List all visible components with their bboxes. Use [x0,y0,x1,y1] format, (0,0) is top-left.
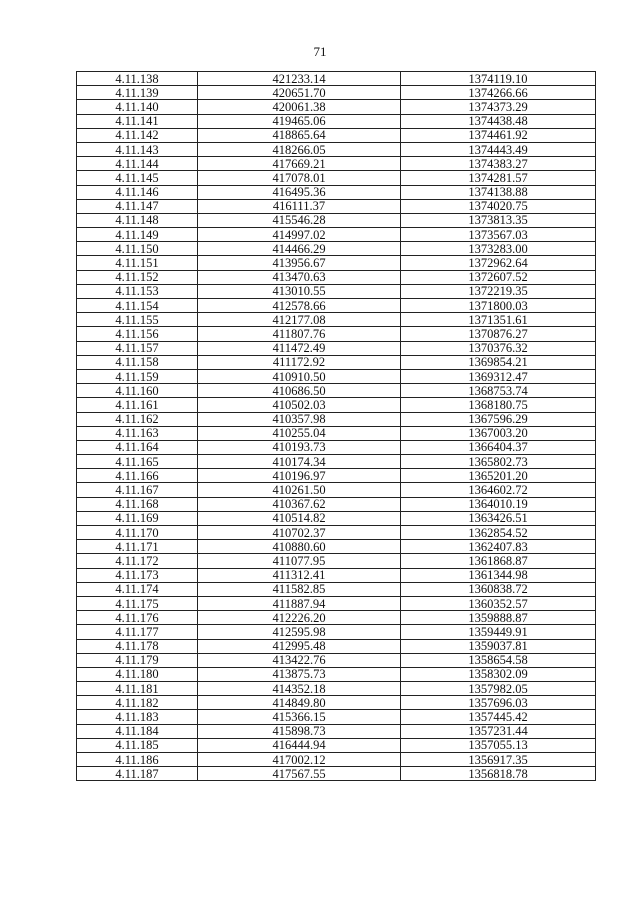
table-row [77,483,596,497]
point-id-cell: 4.11.160 [77,384,198,398]
y-coordinate-cell: 1357445.42 [401,710,596,724]
y-coordinate-cell: 1356818.78 [401,767,596,781]
y-coordinate-cell: 1374383.27 [401,157,596,171]
x-coordinate-cell: 412595.98 [198,625,401,639]
y-coordinate-cell: 1365802.73 [401,455,596,469]
table-row [77,511,596,525]
point-id-cell: 4.11.166 [77,469,198,483]
y-coordinate-cell: 1358654.58 [401,653,596,667]
point-id-cell: 4.11.141 [77,114,198,128]
y-coordinate-cell: 1361344.98 [401,568,596,582]
table-row [77,497,596,511]
y-coordinate-cell: 1368180.75 [401,398,596,412]
y-coordinate-cell: 1374020.75 [401,199,596,213]
x-coordinate-cell: 417078.01 [198,171,401,185]
x-coordinate-cell: 411172.92 [198,355,401,369]
x-coordinate-cell: 410174.34 [198,455,401,469]
x-coordinate-cell: 415546.28 [198,213,401,227]
x-coordinate-cell: 417669.21 [198,157,401,171]
table-row [77,696,596,710]
x-coordinate-cell: 410196.97 [198,469,401,483]
x-coordinate-cell: 420651.70 [198,86,401,100]
y-coordinate-cell: 1373813.35 [401,213,596,227]
x-coordinate-cell: 416495.36 [198,185,401,199]
y-coordinate-cell: 1370376.32 [401,341,596,355]
x-coordinate-cell: 410910.50 [198,369,401,383]
table-row [77,199,596,213]
table-row [77,469,596,483]
y-coordinate-cell: 1374119.10 [401,72,596,86]
table-row [77,157,596,171]
point-id-cell: 4.11.162 [77,412,198,426]
point-id-cell: 4.11.180 [77,667,198,681]
y-coordinate-cell: 1373567.03 [401,228,596,242]
y-coordinate-cell: 1374138.88 [401,185,596,199]
y-coordinate-cell: 1357055.13 [401,738,596,752]
point-id-cell: 4.11.169 [77,511,198,525]
point-id-cell: 4.11.172 [77,554,198,568]
y-coordinate-cell: 1356917.35 [401,753,596,767]
point-id-cell: 4.11.161 [77,398,198,412]
point-id-cell: 4.11.147 [77,199,198,213]
y-coordinate-cell: 1364010.19 [401,497,596,511]
x-coordinate-cell: 411887.94 [198,596,401,610]
table-row [77,270,596,284]
page-number: 71 [313,44,327,59]
y-coordinate-cell: 1360352.57 [401,596,596,610]
x-coordinate-cell: 410193.73 [198,440,401,454]
x-coordinate-cell: 411582.85 [198,582,401,596]
x-coordinate-cell: 412177.08 [198,313,401,327]
y-coordinate-cell: 1359037.81 [401,639,596,653]
table-row [77,753,596,767]
table-row [77,299,596,313]
y-coordinate-cell: 1372607.52 [401,270,596,284]
x-coordinate-cell: 410255.04 [198,426,401,440]
y-coordinate-cell: 1370876.27 [401,327,596,341]
table-row [77,568,596,582]
table-row [77,540,596,554]
point-id-cell: 4.11.173 [77,568,198,582]
y-coordinate-cell: 1358302.09 [401,667,596,681]
table-row [77,185,596,199]
table-row [77,171,596,185]
point-id-cell: 4.11.152 [77,270,198,284]
y-coordinate-cell: 1373283.00 [401,242,596,256]
x-coordinate-cell: 412578.66 [198,299,401,313]
table-row [77,213,596,227]
y-coordinate-cell: 1374266.66 [401,86,596,100]
table-row [77,625,596,639]
x-coordinate-cell: 414997.02 [198,228,401,242]
table-row [77,596,596,610]
x-coordinate-cell: 413956.67 [198,256,401,270]
x-coordinate-cell: 411472.49 [198,341,401,355]
y-coordinate-cell: 1374443.49 [401,142,596,156]
x-coordinate-cell: 414352.18 [198,682,401,696]
table-row [77,341,596,355]
x-coordinate-cell: 410686.50 [198,384,401,398]
y-coordinate-cell: 1363426.51 [401,511,596,525]
table-row [77,653,596,667]
table-row [77,355,596,369]
table-row [77,327,596,341]
table-row [77,128,596,142]
point-id-cell: 4.11.153 [77,284,198,298]
y-coordinate-cell: 1359888.87 [401,611,596,625]
x-coordinate-cell: 418266.05 [198,142,401,156]
table-row [77,639,596,653]
point-id-cell: 4.11.167 [77,483,198,497]
table-row [77,710,596,724]
x-coordinate-cell: 411077.95 [198,554,401,568]
x-coordinate-cell: 411312.41 [198,568,401,582]
y-coordinate-cell: 1374438.48 [401,114,596,128]
table-row [77,738,596,752]
point-id-cell: 4.11.146 [77,185,198,199]
x-coordinate-cell: 418865.64 [198,128,401,142]
x-coordinate-cell: 413010.55 [198,284,401,298]
point-id-cell: 4.11.182 [77,696,198,710]
x-coordinate-cell: 413470.63 [198,270,401,284]
x-coordinate-cell: 410702.37 [198,526,401,540]
point-id-cell: 4.11.155 [77,313,198,327]
y-coordinate-cell: 1360838.72 [401,582,596,596]
y-coordinate-cell: 1357982.05 [401,682,596,696]
table-row [77,72,596,86]
y-coordinate-cell: 1369312.47 [401,369,596,383]
point-id-cell: 4.11.149 [77,228,198,242]
y-coordinate-cell: 1367596.29 [401,412,596,426]
coordinates-table [76,71,596,781]
point-id-cell: 4.11.187 [77,767,198,781]
point-id-cell: 4.11.179 [77,653,198,667]
point-id-cell: 4.11.154 [77,299,198,313]
y-coordinate-cell: 1357696.03 [401,696,596,710]
point-id-cell: 4.11.185 [77,738,198,752]
y-coordinate-cell: 1371800.03 [401,299,596,313]
table-row [77,369,596,383]
x-coordinate-cell: 417002.12 [198,753,401,767]
table-row [77,114,596,128]
table-row [77,455,596,469]
table-row [77,242,596,256]
table-row [77,526,596,540]
table-row [77,554,596,568]
x-coordinate-cell: 414849.80 [198,696,401,710]
y-coordinate-cell: 1366404.37 [401,440,596,454]
point-id-cell: 4.11.163 [77,426,198,440]
point-id-cell: 4.11.140 [77,100,198,114]
point-id-cell: 4.11.164 [77,440,198,454]
y-coordinate-cell: 1372219.35 [401,284,596,298]
y-coordinate-cell: 1367003.20 [401,426,596,440]
point-id-cell: 4.11.181 [77,682,198,696]
point-id-cell: 4.11.184 [77,724,198,738]
table-row [77,767,596,781]
point-id-cell: 4.11.171 [77,540,198,554]
y-coordinate-cell: 1359449.91 [401,625,596,639]
y-coordinate-cell: 1361868.87 [401,554,596,568]
x-coordinate-cell: 412226.20 [198,611,401,625]
x-coordinate-cell: 412995.48 [198,639,401,653]
x-coordinate-cell: 419465.06 [198,114,401,128]
x-coordinate-cell: 417567.55 [198,767,401,781]
table-row [77,611,596,625]
x-coordinate-cell: 410880.60 [198,540,401,554]
x-coordinate-cell: 413875.73 [198,667,401,681]
point-id-cell: 4.11.145 [77,171,198,185]
point-id-cell: 4.11.170 [77,526,198,540]
y-coordinate-cell: 1364602.72 [401,483,596,497]
table-row [77,412,596,426]
point-id-cell: 4.11.150 [77,242,198,256]
point-id-cell: 4.11.174 [77,582,198,596]
y-coordinate-cell: 1374461.92 [401,128,596,142]
point-id-cell: 4.11.177 [77,625,198,639]
coordinates-table-body [77,72,596,781]
point-id-cell: 4.11.176 [77,611,198,625]
x-coordinate-cell: 415898.73 [198,724,401,738]
point-id-cell: 4.11.138 [77,72,198,86]
table-row [77,667,596,681]
table-row [77,398,596,412]
x-coordinate-cell: 410357.98 [198,412,401,426]
x-coordinate-cell: 411807.76 [198,327,401,341]
point-id-cell: 4.11.148 [77,213,198,227]
table-row [77,440,596,454]
point-id-cell: 4.11.156 [77,327,198,341]
point-id-cell: 4.11.165 [77,455,198,469]
x-coordinate-cell: 416111.37 [198,199,401,213]
table-row [77,228,596,242]
table-row [77,100,596,114]
table-row [77,724,596,738]
point-id-cell: 4.11.158 [77,355,198,369]
x-coordinate-cell: 414466.29 [198,242,401,256]
x-coordinate-cell: 416444.94 [198,738,401,752]
y-coordinate-cell: 1372962.64 [401,256,596,270]
point-id-cell: 4.11.139 [77,86,198,100]
y-coordinate-cell: 1362407.83 [401,540,596,554]
y-coordinate-cell: 1371351.61 [401,313,596,327]
x-coordinate-cell: 410502.03 [198,398,401,412]
x-coordinate-cell: 410261.50 [198,483,401,497]
y-coordinate-cell: 1369854.21 [401,355,596,369]
y-coordinate-cell: 1362854.52 [401,526,596,540]
table-row [77,426,596,440]
y-coordinate-cell: 1357231.44 [401,724,596,738]
point-id-cell: 4.11.157 [77,341,198,355]
point-id-cell: 4.11.151 [77,256,198,270]
table-row [77,384,596,398]
point-id-cell: 4.11.159 [77,369,198,383]
table-row [77,86,596,100]
point-id-cell: 4.11.142 [77,128,198,142]
point-id-cell: 4.11.143 [77,142,198,156]
x-coordinate-cell: 415366.15 [198,710,401,724]
point-id-cell: 4.11.183 [77,710,198,724]
y-coordinate-cell: 1374281.57 [401,171,596,185]
y-coordinate-cell: 1374373.29 [401,100,596,114]
x-coordinate-cell: 410367.62 [198,497,401,511]
table-row [77,256,596,270]
table-row [77,284,596,298]
point-id-cell: 4.11.168 [77,497,198,511]
point-id-cell: 4.11.186 [77,753,198,767]
y-coordinate-cell: 1368753.74 [401,384,596,398]
x-coordinate-cell: 421233.14 [198,72,401,86]
y-coordinate-cell: 1365201.20 [401,469,596,483]
table-row [77,682,596,696]
point-id-cell: 4.11.144 [77,157,198,171]
x-coordinate-cell: 413422.76 [198,653,401,667]
table-row [77,582,596,596]
point-id-cell: 4.11.175 [77,596,198,610]
table-row [77,142,596,156]
x-coordinate-cell: 420061.38 [198,100,401,114]
point-id-cell: 4.11.178 [77,639,198,653]
x-coordinate-cell: 410514.82 [198,511,401,525]
table-row [77,313,596,327]
